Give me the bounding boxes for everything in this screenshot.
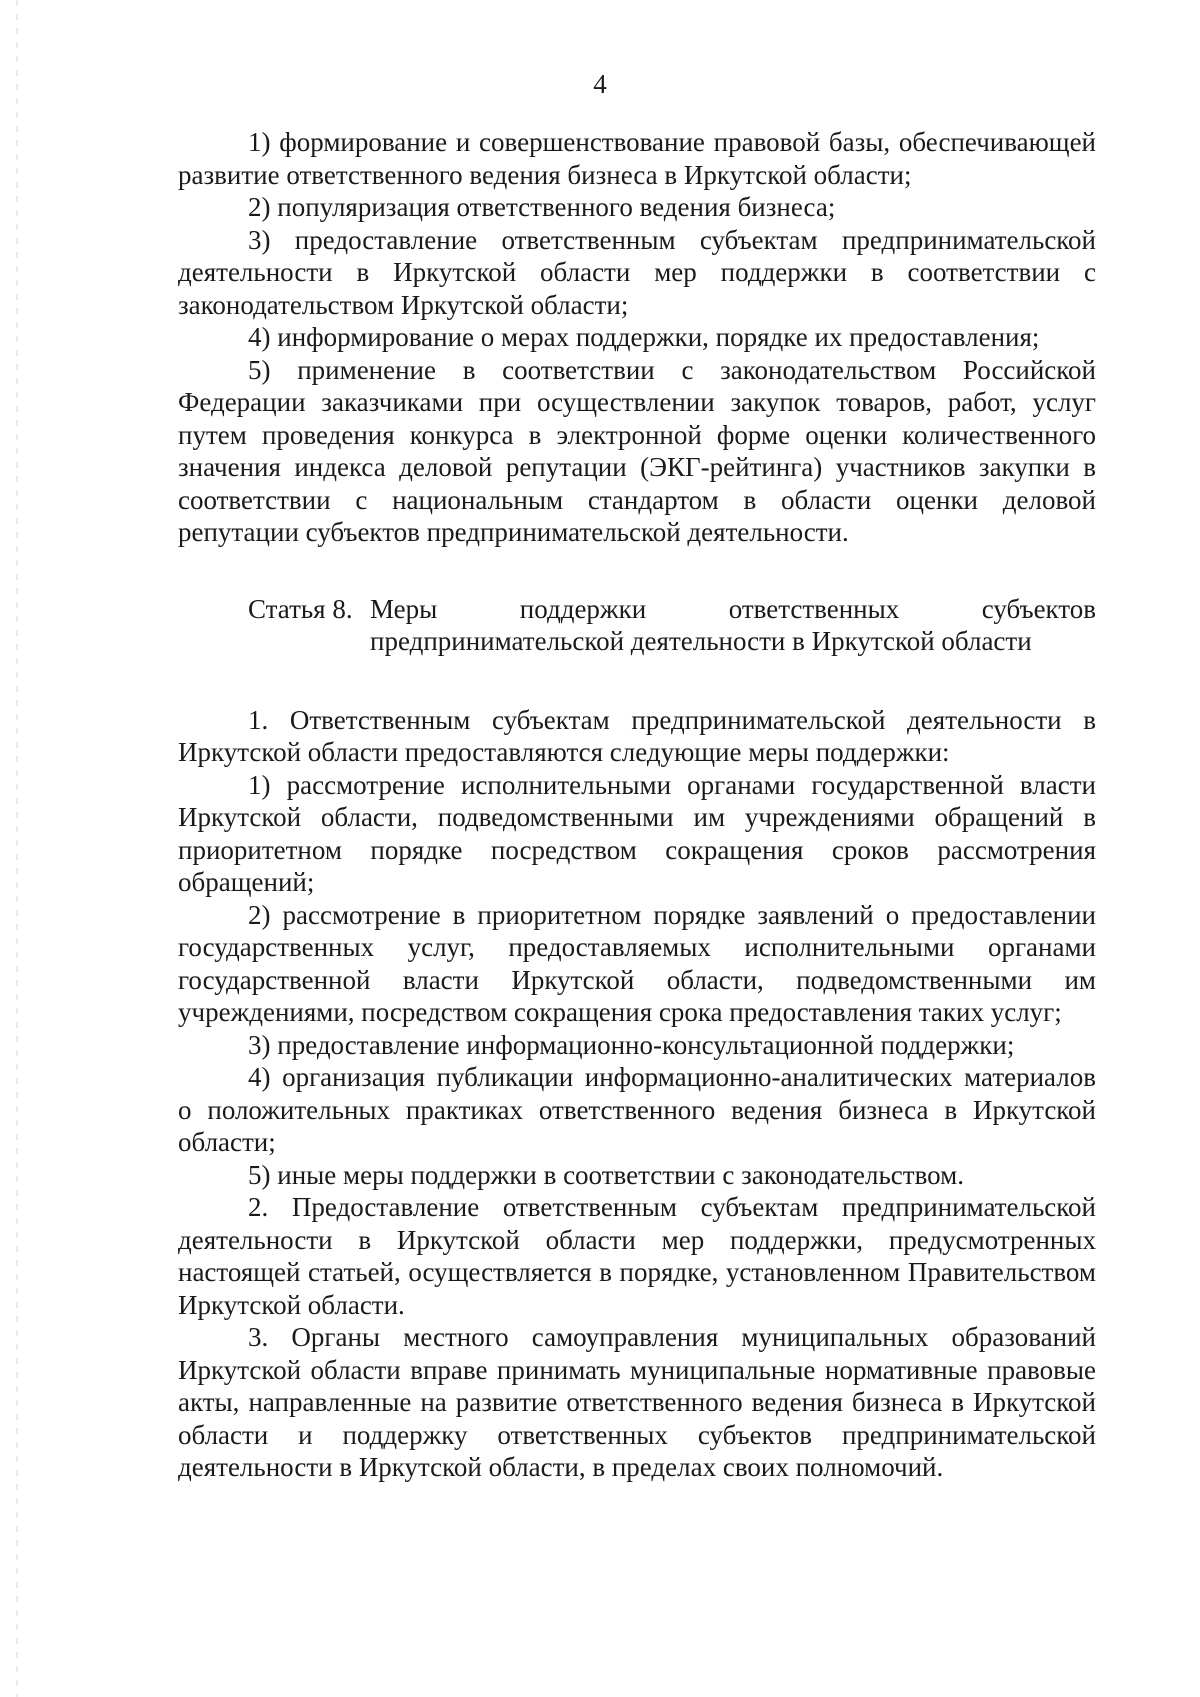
list-item: 2) рассмотрение в приоритетном порядке заявлений о предоставлении государственных услуг, предоставляемых исполнительными органами государственной власти Иркутской области, подведомственными им учреждениями, посредством сокращения срока предоставления таких услуг; (178, 899, 1096, 1027)
paragraph-point-2: 2. Предоставление ответственным субъектам предпринимательской деятельности в Иркутской области мер поддержки, предусмотренных настоящей статьей, осуществляется в порядке, установленном Правительством Иркутской области. (178, 1192, 1096, 1320)
document-body (178, 126, 1096, 1484)
article-number: Статья 8. (248, 593, 353, 624)
article-title-line: Меры поддержки ответственных субъектов (370, 593, 1096, 624)
list-item: 1) формирование и совершенствование правовой базы, обеспечивающей развитие ответственного ведения бизнеса в Иркутской области; (178, 127, 1096, 190)
list-item: 3) предоставление информационно-консультационной поддержки; (248, 1029, 1015, 1060)
paragraph-point-3: 3. Органы местного самоуправления муниципальных образований Иркутской области вправе принимать муниципальные нормативные правовые акты, направленные на развитие ответственного ведения бизнеса в Иркутской области и поддержку ответственных субъектов предпринимательской деятельности в Иркутской области, в пределах своих полномочий. (178, 1322, 1096, 1482)
scan-edge-artifact (16, 0, 18, 1697)
article-heading (178, 593, 1096, 658)
list-item: 5) применение в соответствии с законодательством Российской Федерации заказчиками при осуществлении закупок товаров, работ, услуг путем проведения конкурса в электронной форме оценки количественного значения индекса деловой репутации (ЭКГ-рейтинга) участников закупки в соответствии с национальным стандартом в области оценки деловой репутации субъектов предпринимательской деятельности. (178, 354, 1096, 547)
article-title (370, 593, 1096, 658)
page-number: 4 (593, 69, 607, 99)
list-item: 2) популяризация ответственного ведения бизнеса; (248, 192, 836, 222)
list-item: 4) информирование о мерах поддержки, порядке их предоставления; (248, 322, 1040, 352)
paragraph-intro: 1. Ответственным субъектам предпринимательской деятельности в Иркутской области предоставляются следующие меры поддержки: (178, 704, 1096, 767)
list-item: 1) рассмотрение исполнительными органами государственной власти Иркутской области, подведомственными им учреждениями обращений в приоритетном порядке посредством сокращения сроков рассмотрения обращений; (178, 769, 1096, 897)
list-item: 4) организация публикации информационно-аналитических материалов о положительных практиках ответственного ведения бизнеса в Иркутской области; (178, 1062, 1096, 1157)
list-item: 5) иные меры поддержки в соответствии с законодательством. (248, 1159, 964, 1190)
article-title-line: предпринимательской деятельности в Иркутской области (370, 626, 1032, 656)
list-item: 3) предоставление ответственным субъектам предпринимательской деятельности в Иркутской области мер поддержки в соответствии с законодательством Иркутской области; (178, 224, 1096, 320)
